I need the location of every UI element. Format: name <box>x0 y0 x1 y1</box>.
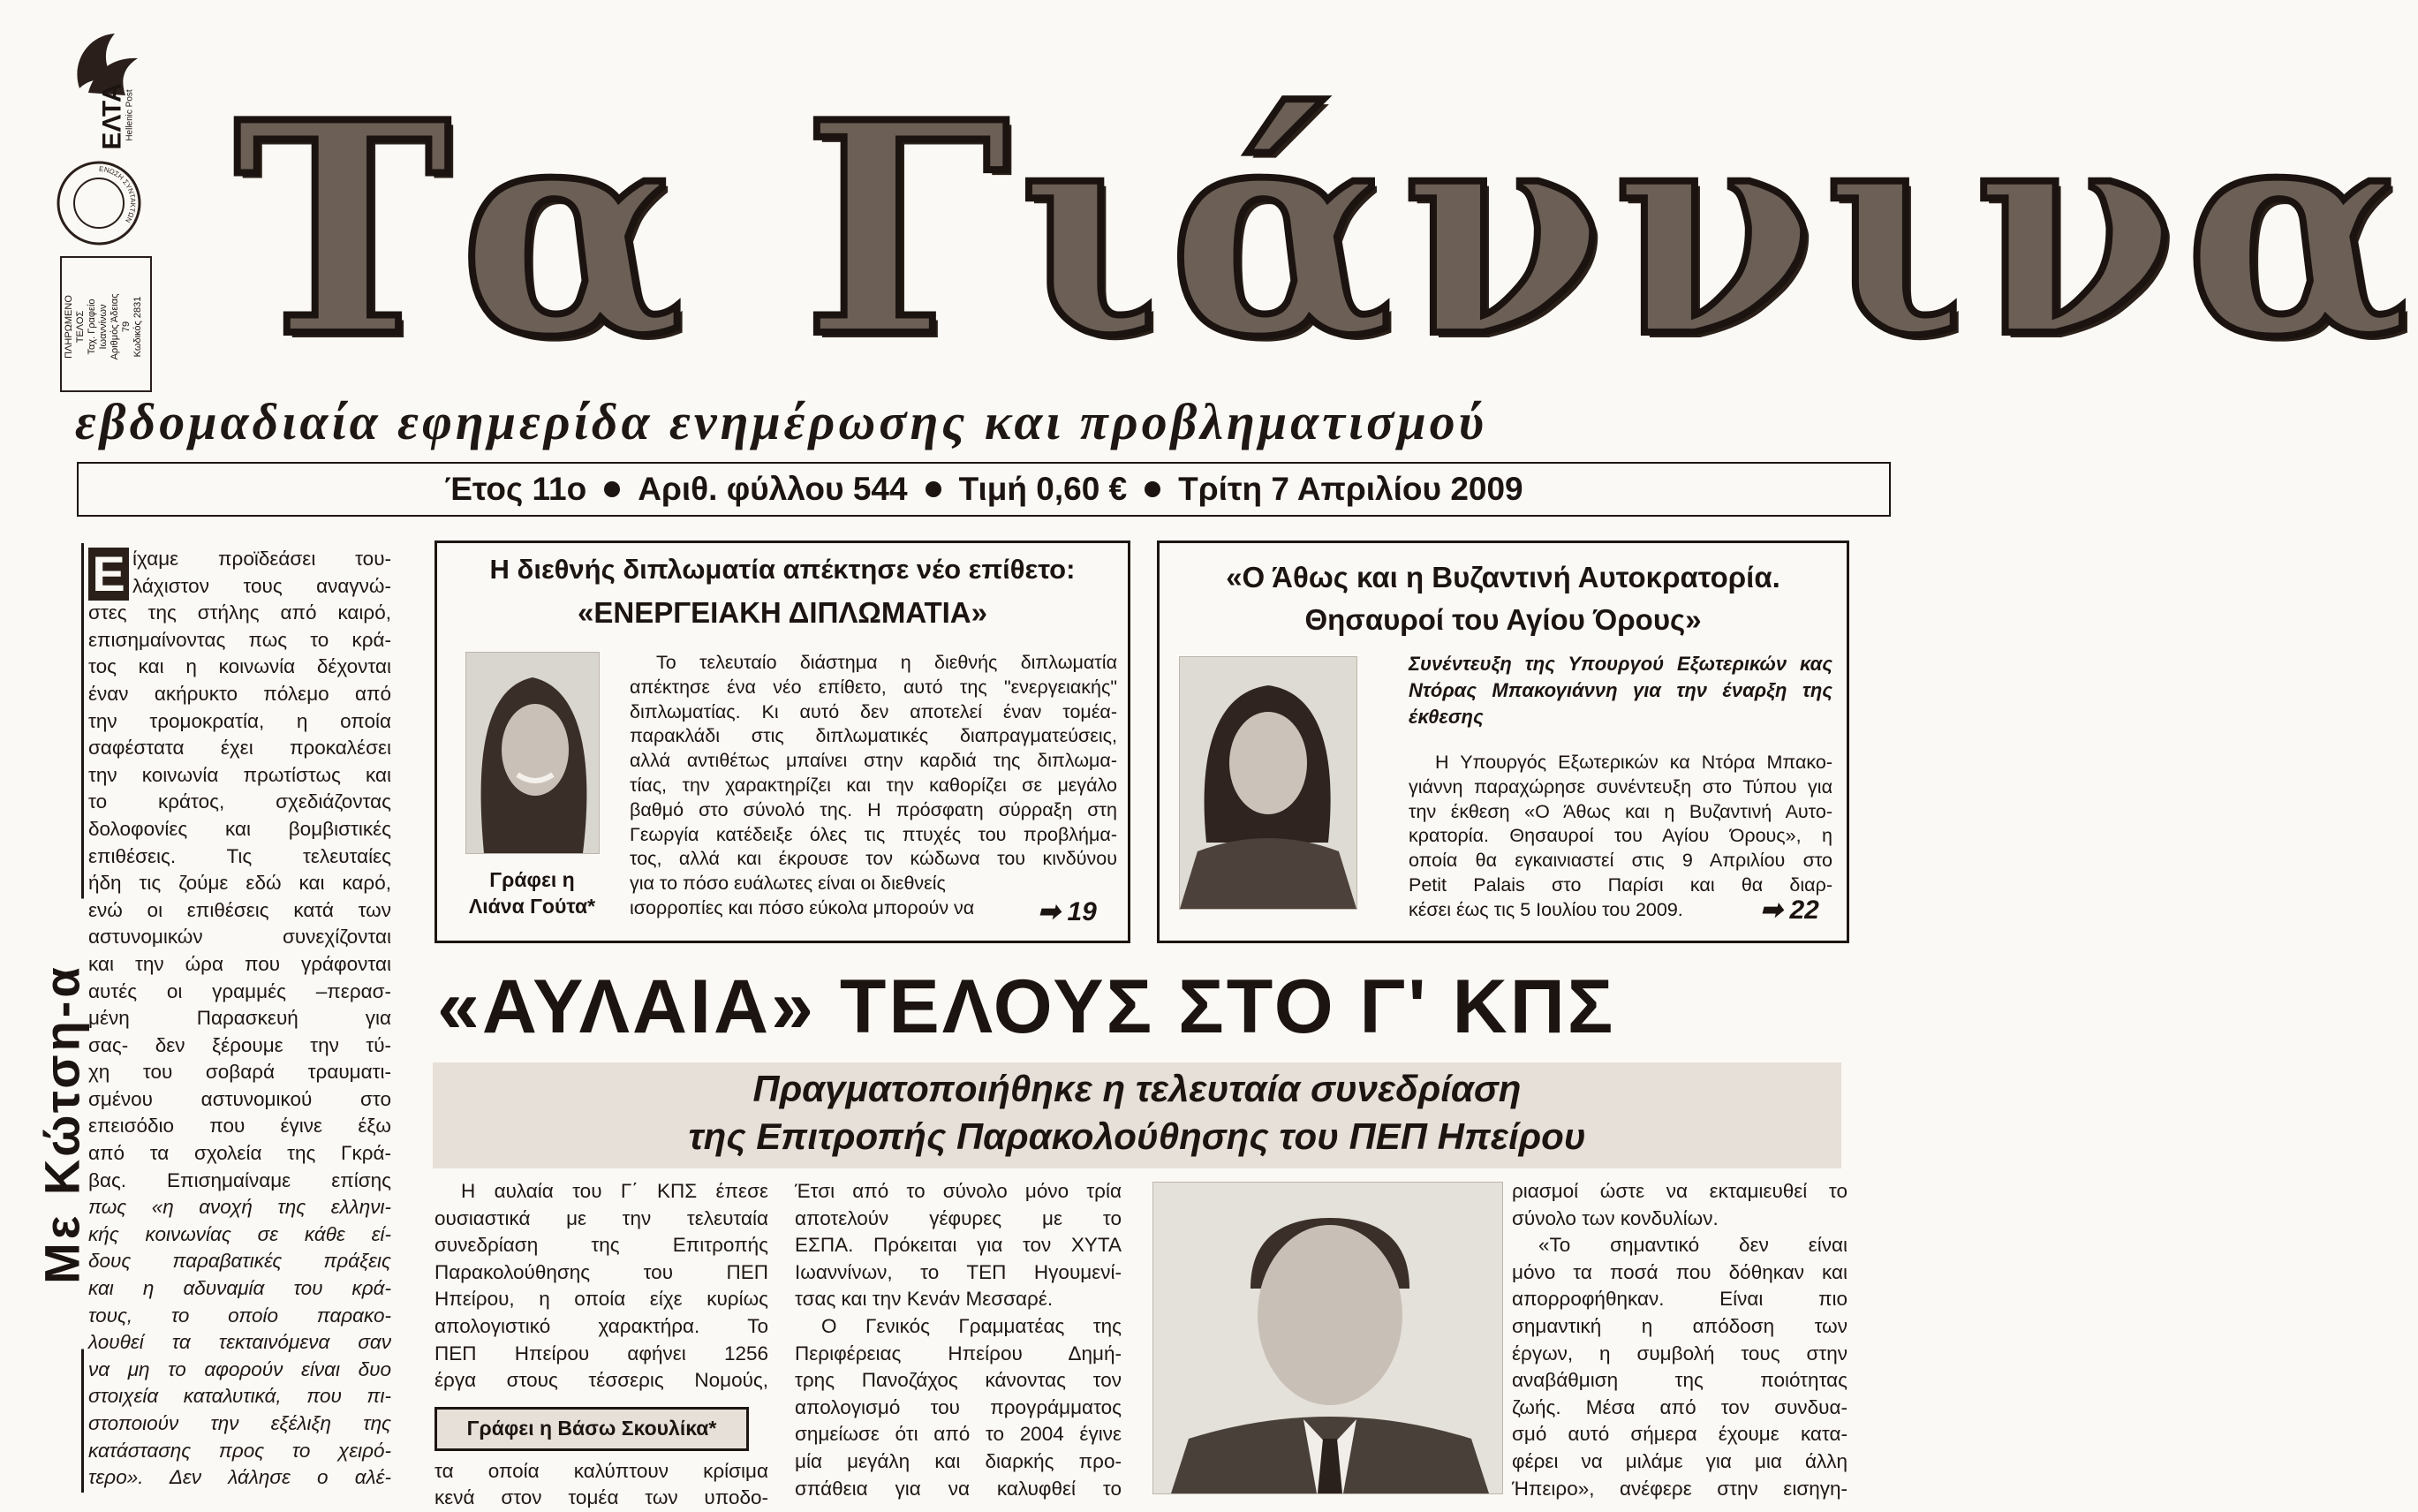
box2-text-line: γιάννη παραχώρησε συνέντευξη στο Τύπου για <box>1409 775 1832 798</box>
main-col2-line: τρης Πανοζάχος κάνοντας τον <box>795 1369 1122 1392</box>
left-article-line: αστυνομικών συνεχίζονται <box>88 926 391 949</box>
main-col3-line: ζωής. Μέσα από τον συνδυα- <box>1512 1395 1848 1418</box>
left-article-line: δολοφονίες και βομβιστικές <box>88 817 391 840</box>
permit-line: 79 <box>121 321 132 333</box>
elta-label <box>85 84 147 155</box>
box1-text-line: αλλά αντιθέτως μπαίνει στην καρδιά της διπλωμα- <box>630 750 1117 772</box>
main-col3-line: φέρει να μιλάμε για μια άλλη <box>1512 1449 1848 1472</box>
dropcap: Ε <box>88 548 129 601</box>
portrait-man-icon <box>1153 1183 1502 1493</box>
main-col3-line: απορροφήθηκαν. Είναι πιο <box>1512 1288 1848 1311</box>
main-col2-line: μία μεγάλη και διαρκής προ- <box>795 1449 1122 1472</box>
box1-text-line: απέκτησε ένα νέο επίθετο, αυτό της "ενεργειακής" <box>630 676 1117 698</box>
left-article-line: σαφέστατα έχει προκαλέσει <box>88 737 391 760</box>
main-col3-line: «Το σημαντικό δεν είναι <box>1538 1234 1848 1257</box>
box1-text-line: διπλωματίας. Κι αυτό δεν αποτελεί έναν τομέα- <box>630 700 1117 722</box>
main-col3-line: σημαντική η απόδοση των <box>1512 1314 1848 1337</box>
left-article-line: σμένου αστυνομικού στο <box>88 1087 391 1110</box>
box1-text-line: ισορροπίες και πόσο εύκολα μπορούν να <box>630 896 975 919</box>
main-subheadline-band <box>433 1062 1841 1168</box>
box1-text-line: τος, αλλά και έκρουσε τον κώδωνα του κινδύνου <box>630 848 1117 870</box>
masthead-subtitle: εβδομαδιαία εφημερίδα ενημέρωσης και προβληματισμού <box>75 393 1488 450</box>
left-article-line: κατάστασης προς το χειρό- <box>88 1439 391 1462</box>
left-article-line: επιθέσεις. Τις τελευταίες <box>88 844 391 867</box>
left-article-line: και την ώρα που γράφονται <box>88 952 391 975</box>
box2-text-line: Η Υπουργός Εξωτερικών κα Ντόρα Μπακο- <box>1435 752 1832 773</box>
stamp-seal-icon <box>55 159 143 247</box>
main-col1-line: ΠΕΠ Ηπείρου αφήνει 1256 <box>434 1342 768 1365</box>
left-article-line: ίχαμε προϊδεάσει του- <box>132 548 391 570</box>
permit-line: Ιωαννίνων <box>98 304 109 350</box>
left-article-line: το κράτος, σχεδιάζοντας <box>88 790 391 813</box>
box2-intro: Συνέντευξη της Υπουργού Εξωτερικών κας Ντόρας Μπακογιάννη για την έναρξη της έκθεσης <box>1409 653 1832 728</box>
main-col1-line: συνεδρίαση της Επιτροπής <box>434 1234 768 1257</box>
elta-subtext: Hellenic Post <box>125 89 135 141</box>
main-col3-line: σμό αυτό σήμερα έχουμε κατα- <box>1512 1423 1848 1446</box>
box1-text-line: Το τελευταίο διάστημα η διεθνής διπλωματία <box>656 652 1117 673</box>
main-col2-line: τσας και την Κενάν Μεσσαρέ. <box>795 1288 1054 1311</box>
masthead-title <box>234 58 2418 401</box>
main-col3-line: ριασμοί ώστε να εκταμιευθεί το <box>1512 1180 1848 1202</box>
left-article-line: να μη το αφορούν είναι δυο <box>88 1357 391 1380</box>
main-col3-line: Ήπειρο», ανέφερε στην εισηγη- <box>1512 1477 1848 1500</box>
main-col1-line: Παρακολούθησης του ΠΕΠ <box>434 1260 768 1283</box>
postal-stamp <box>55 159 143 247</box>
box2-text-line: κρατορία. Θησαυροί του Αγίου Όρους», η <box>1409 825 1832 847</box>
left-article-line: στοποιούν την εξέλιξη της <box>88 1412 391 1434</box>
left-article-line: βας. Επισημαίναμε επίσης <box>88 1168 391 1191</box>
permit-line: Κωδικός 2831 <box>132 296 143 358</box>
main-col2-line: απολογισμό του προγράμματος <box>795 1395 1122 1418</box>
portrait-woman-icon <box>466 653 599 853</box>
box2-text-line: κέσει έως τις 5 Ιουλίου του 2009. <box>1409 898 1683 920</box>
main-col2-line: σημείωσε ότι από το 2004 έγινε <box>795 1423 1122 1446</box>
box1-text-line: παρακλάδι στις διπλωματικές διαπραγματεύσεις, <box>630 725 1117 747</box>
main-col1-line: απολογιστικό χαρακτήρα. Το <box>434 1314 768 1337</box>
box2-heading2: Θησαυροί του Αγίου Όρους» <box>1304 603 1702 636</box>
left-article-line: τους, το οποίο παρακο- <box>88 1304 391 1327</box>
left-article-line: επισημαίνοντας πως το κρά- <box>88 628 391 651</box>
left-article-line: ήδη τις ζούμε εδώ και καρό, <box>88 872 391 895</box>
svg-text:ΕΝΩΣΗ ΣΥΝΤΑΚΤΩΝ <box>99 165 137 224</box>
box1-page-number: 19 <box>1067 897 1097 926</box>
left-article-line: επεισόδιο που έγινε έξω <box>88 1115 391 1138</box>
box2-text-line: Petit Palais στο Παρίσι και θα διαρ- <box>1409 873 1832 896</box>
left-article-line: χη του σοβαρά τραυματι- <box>88 1061 391 1084</box>
main-col2-line: Ο Γενικός Γραμματέας της <box>821 1314 1122 1337</box>
left-article-line: στοιχεία καταλυτικά, που πι- <box>88 1385 391 1408</box>
photo-dora-bakoyannis <box>1179 656 1357 910</box>
left-article-line: δους παραβατικές πράξεις <box>88 1250 391 1273</box>
photo-liana-gouta <box>465 652 600 854</box>
left-article-line: από τα σχολεία της Γκρά- <box>88 1142 391 1165</box>
left-article-line: έναν ακήρυκτο πόλεμο από <box>88 682 391 705</box>
left-article-line: σας- δεν ξέρουμε την τύ- <box>88 1033 391 1056</box>
left-article-line: τερο». Δεν λάλησε ο αλέ- <box>88 1466 391 1489</box>
stamp-text: ΕΝΩΣΗ ΣΥΝΤΑΚΤΩΝ <box>98 164 138 224</box>
arrow-right-icon: ➡ <box>1760 896 1790 925</box>
box1-text-line: για το πόσο ευάλωτες είναι οι διεθνείς <box>630 873 946 895</box>
main-col2-line: αποτελούν γέφυρες με το <box>795 1206 1122 1229</box>
main-story-col1 <box>434 1178 768 1512</box>
main-story-col2 <box>795 1178 1122 1502</box>
main-col2-line: ΕΣΠΑ. Πρόκειται για τον ΧΥΤΑ <box>795 1234 1122 1257</box>
box1-page-ref <box>1038 896 1097 927</box>
main-col1-line: Ηπείρου, η οποία είχε κυρίως <box>434 1288 768 1311</box>
main-col1-line: Η αυλαία του Γ΄ ΚΠΣ έπεσε <box>461 1180 768 1202</box>
box1-byline2: Λιάνα Γούτα* <box>468 895 596 918</box>
permit-line: ΤΕΛΟΣ <box>75 310 86 344</box>
bullet-icon <box>1145 481 1160 497</box>
issue-date: Τρίτη 7 Απριλίου 2009 <box>1178 471 1523 507</box>
byline-box <box>434 1407 749 1451</box>
year-label: Έτος 11ο <box>444 471 587 507</box>
main-col3-line: αναβάθμιση της ποιότητας <box>1512 1369 1848 1392</box>
main-col1-line: έργα στους τέσσερις Νομούς, <box>434 1369 768 1392</box>
left-article-line: τος και η κοινωνία δέχονται <box>88 655 391 678</box>
main-col1-line: κενά στον τομέα των υποδο- <box>434 1486 768 1509</box>
author-label: Με Κώτση-α <box>34 899 91 1349</box>
price-label: Τιμή 0,60 € <box>958 471 1128 507</box>
left-article-line: και η αδυναμία του κρά- <box>88 1277 391 1300</box>
box2-text-line: την έκθεση «Ο Άθως και η Βυζαντινή Αυτο- <box>1409 800 1832 822</box>
left-article-line: κής κοινωνίας σε κάθε εί- <box>88 1222 391 1245</box>
main-headline: «ΑΥΛΑΙΑ» ΤΕΛΟΥΣ ΣΤΟ Γ' ΚΠΣ <box>437 964 1616 1049</box>
main-col3-line: σύνολο των κονδυλίων. <box>1512 1206 1719 1229</box>
left-article-line: λάχιστον τους αναγνώ- <box>132 574 391 597</box>
box2-heading1: «Ο Άθως και η Βυζαντινή Αυτοκρατορία. <box>1226 561 1780 593</box>
main-story-col3 <box>1512 1178 1848 1502</box>
photo-dimitris-panozachos <box>1152 1182 1503 1494</box>
main-subheadline-1: Πραγματοποιήθηκε η τελευταία συνεδρίαση <box>752 1068 1522 1109</box>
box2-page-number: 22 <box>1789 896 1819 925</box>
issue-number: Αριθ. φύλλου 544 <box>638 471 908 507</box>
box2-text-line: οποία θα εγκαινιαστεί στις 9 Απριλίου στο <box>1409 850 1832 872</box>
main-col3-line: μόνο τα ποσά που δόθηκαν και <box>1512 1260 1848 1283</box>
article-box-energy-diplomacy <box>434 541 1130 943</box>
left-article-line: στες της στήλης από καιρό, <box>88 601 391 624</box>
main-col1-line: ουσιαστικά με την τελευταία <box>434 1206 768 1229</box>
main-col2-line: Έτσι από το σύνολο μόνο τρία <box>795 1180 1122 1202</box>
main-col1-line: τα οποία καλύπτουν κρίσιμα <box>434 1459 768 1482</box>
box1-text-line: τίας, την χαρακτηρίζει και την καθορίζει σε μεγάλο <box>630 774 1117 796</box>
box1-text-line: Γεωργία κατέδειξε όλες τις πτυχές του προβλήμα- <box>630 823 1117 845</box>
main-subheadline-2: της Επιτροπής Παρακολούθησης του ΠΕΠ Ηπείρου <box>688 1115 1586 1157</box>
permit-line: ΠΛΗΡΩΜΕΝΟ <box>64 295 74 359</box>
main-byline: Γράφει η Βάσω Σκουλίκα* <box>466 1417 717 1440</box>
left-column-article <box>88 546 391 1492</box>
bullet-icon <box>926 481 941 497</box>
main-col2-line: Ιωαννίνων, το ΤΕΠ Ηγουμενί- <box>795 1260 1122 1283</box>
arrow-right-icon: ➡ <box>1038 897 1068 926</box>
left-article-line: την κοινωνία πρωτίστως και <box>88 763 391 786</box>
elta-text: ΕΛΤΑ <box>97 83 127 150</box>
left-article-line: την τρομοκρατία, η οποία <box>88 709 391 732</box>
box1-byline1: Γράφει η <box>489 868 575 891</box>
info-bar <box>77 462 1891 517</box>
main-col3-line: έργων, η συμβολή τους στην <box>1512 1342 1848 1365</box>
bullet-icon <box>604 481 620 497</box>
permit-line: Ταχ. Γραφείο <box>87 299 97 355</box>
box1-heading1: Η διεθνής διπλωματία απέκτησε νέο επίθετο: <box>489 554 1076 585</box>
masthead-title-text: Τα Γιάννινα <box>234 58 2418 401</box>
left-article-line: λουθεί τα τεκταινόμενα σαν <box>88 1331 391 1354</box>
left-article-line: αυτές οι γραμμές –περασ- <box>88 979 391 1002</box>
postal-permit-box <box>60 256 152 392</box>
article-box-athos-exhibition <box>1157 541 1849 943</box>
left-article-line: μένη Παρασκευή για <box>88 1007 391 1030</box>
box1-text-line: βαθμό στο σύνολό της. Η πρόσφατη σύρραξη στη <box>630 798 1117 820</box>
main-col2-line: σπάθεια για να καλυφθεί το <box>795 1477 1122 1500</box>
box2-page-ref <box>1760 895 1819 926</box>
main-col2-line: Περιφέρειας Ηπείρου Δημή- <box>795 1342 1122 1365</box>
left-article-line: ενώ οι επιθέσεις κατά των <box>88 898 391 921</box>
permit-line: Αριθμός Άδειας <box>110 293 120 360</box>
box1-heading2: «ΕΝΕΡΓΕΙΑΚΗ ΔΙΠΛΩΜΑΤΙΑ» <box>578 596 987 629</box>
left-article-line: πως «η ανοχή της ελληνι- <box>88 1196 391 1219</box>
portrait-woman-icon <box>1180 657 1356 909</box>
